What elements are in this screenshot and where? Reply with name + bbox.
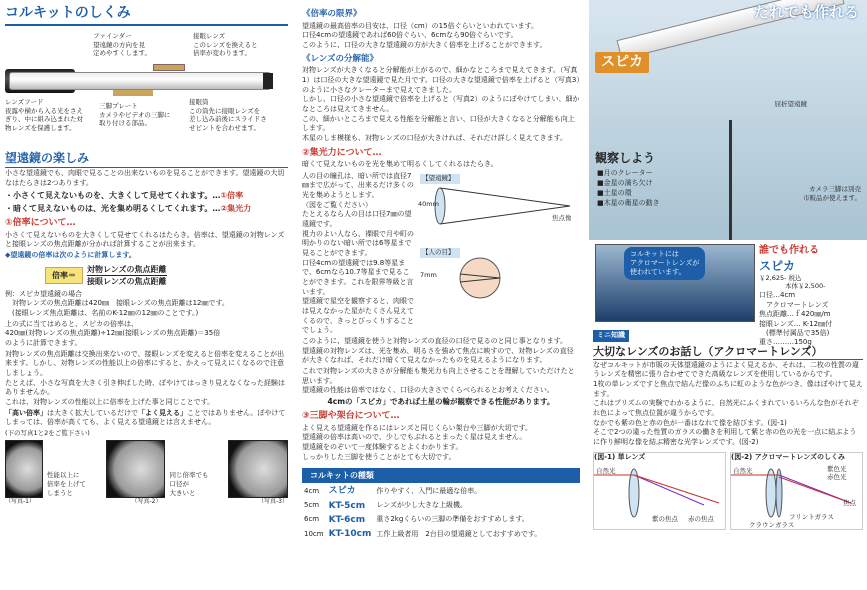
- note-1: 性能以上に 倍率を上げて しまうと: [46, 470, 86, 497]
- moon-photo-2: [106, 440, 166, 498]
- plate-shape: [113, 90, 153, 96]
- caption-3: （写真-3）: [258, 497, 288, 505]
- high-mag-text1: は大きく拡大しているだけで: [47, 408, 138, 417]
- calc-heading: ◆望遠鏡の倍率は次のように計算します。: [5, 250, 136, 259]
- row-size: 6cm: [304, 515, 320, 524]
- section-title-mechanism: コルキットのしくみ: [5, 4, 288, 26]
- enjoy-text: 小さな望遠鏡でも、肉眼で見ることの出来ないものを見ることができます。望遠鏡の大切なはたらきは2つあります。: [5, 168, 285, 187]
- label-focus: 焦点: [843, 498, 856, 507]
- camera-tripod-note: カメラ三脚は別売 市販品が使えます。: [803, 185, 861, 202]
- high-mag-term: 「高い倍率」: [5, 408, 47, 417]
- tube-shape: [9, 72, 271, 90]
- resolution-text: 対物レンズが大きくなると分解能が上がるので、細かなところまで見えてきます。（写真1）は口径の大きな望遠鏡で見た月です。口径の大きな望遠鏡で倍率を上げると（写真3）のように小さなクレーターまで見えてきました。 しかし、口径の小さな望遠鏡で倍率を上げると（写真2）のようにぼやけてしまい、細かなところは見えてきません。 この、細かいところまで見える性能を分解能と言い、口径が大きくなると分解能も向上します。 木星のしま模様も、対物レンズの口径が大きければ、それだけ詳しく見えてきます。: [302, 66, 580, 142]
- bullet-1: [5, 190, 288, 201]
- mini-knowledge: [593, 330, 863, 530]
- ray-red: [634, 475, 719, 503]
- note-2: 同じ倍率でも 口径が 大きいと: [169, 470, 209, 497]
- table-row: [304, 514, 544, 526]
- figure-achromat: [730, 452, 863, 530]
- label-crown: クラウンガラス: [749, 520, 795, 529]
- bullet-1-text: ・小さくて見えないものを、大きくして見せてくれます。…: [5, 191, 221, 201]
- observe-list: [597, 168, 660, 209]
- product-price: ￥2,625- 税込 本体￥2,500-: [759, 273, 826, 291]
- scope-ray-1: [440, 188, 570, 206]
- moon-photo-3: [228, 440, 288, 498]
- label-natural-2: 自然光: [733, 466, 753, 475]
- photo-note: (下の写真1と2をご覧下さい): [5, 428, 90, 437]
- mini-text: なぜコルキットが市販の天体望遠鏡のようによく見えるか、それは、二枚の性質の違うレンズを精密に張り合わせてできた高級なレンズを使用しているからです。 1枚の単レンズですと焦点で結んだ像のふちに虹のような色がつき、像はぼやけて見えます。 これはプリズムの実験でわかるように、自然光にふくまれているいろんな色がそれぞれ色によって焦点位置が違うからです。 なかでも紫の色と赤の色が一番はなれて像を結びます。(図-1) そこで2つの違った性質のガラスの働きを利用して紫と赤の色の光を一点に結ぶように作り鮮明な像を結ぶ精密な光学レンズです。(図-2): [593, 360, 863, 447]
- figure-single-lens: [593, 452, 726, 530]
- eye-ball: [460, 258, 500, 298]
- product-headline: 誰でも作れる: [759, 245, 819, 256]
- limit-text: 望遠鏡の最高倍率の目安は、口径（cm）の15倍ぐらいといわれています。 口径4cmの望遠鏡であれば60倍ぐらい、6cmなら90倍ぐらいです。 このように、口径の大きな望遠鏡の方が大きく倍率を上げることができます。: [302, 21, 547, 50]
- bullet-2-text: ・暗くて見えないものは、光を集め明るくしてくれます。…: [5, 204, 221, 214]
- row-size: 10cm: [304, 529, 324, 538]
- label-natural-1: 自然光: [596, 466, 616, 475]
- observe-item: ■金星の満ち欠け: [597, 179, 653, 188]
- moon-photo-1: [5, 440, 43, 498]
- label-eye: 【人の目】: [422, 247, 455, 256]
- formula: [45, 264, 288, 287]
- eye-diagram-svg: [420, 174, 580, 304]
- formula-denominator: 接眼レンズの焦点距離: [87, 276, 167, 286]
- row-size: 5cm: [304, 501, 320, 509]
- row-desc: レンズが少し大きな上級機。: [376, 501, 467, 509]
- light-text-4: これで対物レンズの大きさが分解能も集光力も向上させることを理解していただけたと思います。 望遠鏡の性能は倍率ではなく、口径の大きさでくらべられるとお考えください。: [302, 366, 575, 395]
- mini-tag: ミニ知識: [593, 330, 629, 342]
- high-mag-term2: 「よく見える」: [138, 408, 187, 417]
- label-flint: フリントガラス: [789, 512, 834, 521]
- row-size: 4cm: [304, 486, 320, 495]
- table-row: [304, 485, 544, 497]
- bullet-1-tag: ①倍率: [220, 191, 244, 201]
- crown-lens: [766, 469, 776, 517]
- label-violet-focus: 紫の焦点: [652, 514, 678, 523]
- product-box-image: [595, 244, 755, 322]
- light-text-3: このように、望遠鏡を使うと対物レンズの直径の口径で見るのと同じ事となります。 望遠鏡の対物レンズは、光を集め、明るさを強めて焦点に映すので、対物レンズの直径が大きくなれば、それだけ暗くて見えなかったものを見えるようになります。: [302, 336, 574, 365]
- scope-ray-2: [440, 206, 570, 224]
- column-3: [589, 0, 867, 590]
- figure-2-caption: (図-2) アクロマートレンズのしくみ: [731, 452, 846, 461]
- label-violet-light: 紫色光: [827, 464, 847, 473]
- finder-shape: [153, 64, 185, 71]
- column-1: [0, 0, 293, 590]
- row-desc: 重さ2kgくらいの三脚の準備をおすすめします。: [376, 515, 529, 524]
- eyepiece-shape: [263, 73, 273, 89]
- photo-tripod: [729, 120, 732, 240]
- label-hood: レンズフード 夜露や横から入る光をさえ ぎり、中に組み込まれた対 物レンズを保護します。: [5, 98, 83, 132]
- achromat-bubble: コルキットには アクロマートレンズが 使われています。: [624, 247, 705, 280]
- row-model: KT-5cm: [328, 500, 366, 511]
- label-finder: ファインダー 望遠鏡の方向を見 定めやすくします。: [93, 32, 151, 58]
- formula-numerator: 対物レンズの焦点距離: [87, 264, 167, 276]
- row-model: KT-10cm: [328, 529, 372, 540]
- tripod-text: よく見える望遠鏡を作るにはレンズと同じくらい架台や三脚が大切です。 望遠鏡の倍率は高いので、少しでもぶれるとまったく星は見えません。 望遠鏡をのぞいて一度体験するとよくわかります。 しっかりした三脚を使うことがとても大切です。: [302, 423, 533, 461]
- observe-item: ■木星の衛星の動き: [597, 199, 660, 208]
- mini-title: 大切なレンズのお話し（アクロマートレンズ）: [593, 344, 863, 360]
- heading-magnification: ①倍率について…: [5, 218, 76, 229]
- observe-item: ■月のクレーター: [597, 169, 653, 177]
- light-text-2: 人の目の瞳孔は、暗い所では直径7㎜まで広がって、出来るだけ多くの光を集めようとします。 （図をご覧ください） たとえるなら人の目は口径7㎜の望遠鏡です。 視力のよい人なら、裸眼で月や町の明かりのない暗い所では6等星まで見ることができます。 口径4cmの望遠鏡では9.8等星まで、6cmなら10.7等星まで見ることができます。これを限界等級と言います。 望遠鏡で星空を観察すると、肉眼では見えなかった星がたくさん見えてくるので、きっとびっくりすることでしょう。: [302, 171, 414, 335]
- headline: だれでも作れる: [753, 3, 859, 21]
- formula-label: 倍率＝: [45, 267, 83, 284]
- product-spec: 口径…4cm アクロマートレンズ 焦点距離…ｆ420㎜/m 接眼レンズ… K-12㎜付 (標準付属品で35倍) 重さ………150g: [759, 291, 833, 347]
- table-row: [304, 528, 544, 540]
- light-block: [302, 172, 580, 336]
- label-tube: 接眼筒 この筒先に接眼レンズを 差し込み前後にスライドさ せピントを合わせます。: [189, 98, 267, 132]
- row-desc: 工作上級者用 2台目の望遠鏡としておすすめです。: [376, 529, 542, 538]
- spica-badge: スピカ: [595, 52, 649, 73]
- label-7mm: 7mm: [420, 270, 437, 279]
- product-name: スピカ: [759, 258, 796, 273]
- row-desc: 作りやすく、入門に最適な倍率。: [376, 486, 482, 495]
- table-row: [304, 500, 544, 512]
- photo-captions: [5, 498, 288, 506]
- figure-1-caption: (図-1) 単レンズ: [594, 452, 646, 461]
- light-text: 暗くて見えないものを光を集めて明るくしてくれるはたらき。: [302, 160, 498, 169]
- telescope-photo: [589, 0, 867, 240]
- heading-limit: 《倍率の限界》: [302, 9, 362, 19]
- example-text: 例：スピカ望遠鏡の場合 対物レンズの焦点距離は420㎜ 接眼レンズの焦点距離は12㎜です。 (接眼レンズ焦点距離は、名前のK-12㎜の12㎜のことです。): [5, 289, 229, 317]
- refractor-label: 屈折望遠鏡: [774, 100, 807, 108]
- example-calc: 上の式に当てはめると、スピカの倍率は、 420㎜(対物レンズの焦点距離)÷12㎜(接眼レンズの焦点距離)＝35倍 のように計算できます。: [5, 319, 221, 347]
- scope-diagram: [5, 28, 288, 146]
- label-red-focus: 赤の焦点: [688, 514, 714, 523]
- kinds-heading: コルキットの種類: [302, 468, 580, 483]
- row-model: KT-6cm: [328, 515, 366, 526]
- kinds-table: [302, 483, 546, 543]
- observe-item: ■土星の環: [597, 189, 632, 198]
- heading-tripod: ③三脚や架台について…: [302, 411, 400, 422]
- label-scope: 【望遠鏡】: [422, 173, 455, 182]
- bullet-2-tag: ②集光力: [220, 204, 252, 214]
- magnification-text: 小さくて見えないものを大きくして見せてくれるはたらき。倍率は、望遠鏡の対物レンズと接眼レンズの焦点距離が分かれば計算することが出来ます。: [5, 230, 285, 249]
- lens-figures: [593, 452, 863, 530]
- column-2: [298, 0, 584, 590]
- caption-1: （写真-1）: [5, 497, 35, 505]
- label-plate: 三脚プレート カメラやビデオの三脚に 取り付ける部品。: [99, 102, 171, 128]
- high-mag-text2: ことではありません。ぼやけてしまっては、倍率が高くても、よく見える望遠鏡とは言えません。: [5, 408, 286, 427]
- eye-diagram: [420, 174, 580, 304]
- label-focal-image: 焦点像: [552, 213, 572, 222]
- bullet-2: [5, 203, 288, 214]
- heading-light: ②集光力について…: [302, 147, 382, 158]
- caption-2: （写真-2）: [131, 497, 162, 505]
- formula-fraction: [87, 264, 167, 287]
- row-model: スピカ: [328, 486, 356, 497]
- heading-resolution: 《レンズの分解能》: [302, 53, 379, 64]
- example-note: 対物レンズの焦点距離は交換出来ないので、接眼レンズを変えると倍率を変えることが出来ます。しかし、対物レンズの性能以上の倍率にすると、かえって見えにくなるので注意しましょう。 たとえば、小さな写真を大きく引き伸ばした時、ぼやけてはっきり見えなくなった経験はありませんか。 これは、対物レンズの性能以上に倍率を上げた事と同じことです。: [5, 349, 285, 406]
- emphasis-text: 4cmの「スピカ」であれば土星の輪が観察できる性能があります。: [327, 396, 555, 406]
- label-40mm: 40mm: [418, 199, 439, 208]
- observe-title: 観察しよう: [595, 151, 656, 165]
- section-title-enjoy: 望遠鏡の楽しみ: [5, 150, 288, 168]
- moon-photos: [5, 440, 288, 498]
- high-mag-note: [5, 409, 288, 428]
- label-red-light: 赤色光: [827, 472, 847, 481]
- ray-violet: [634, 475, 704, 505]
- label-eyelens: 接眼レンズ このレンズを換えると 倍率が変わります。: [193, 32, 258, 58]
